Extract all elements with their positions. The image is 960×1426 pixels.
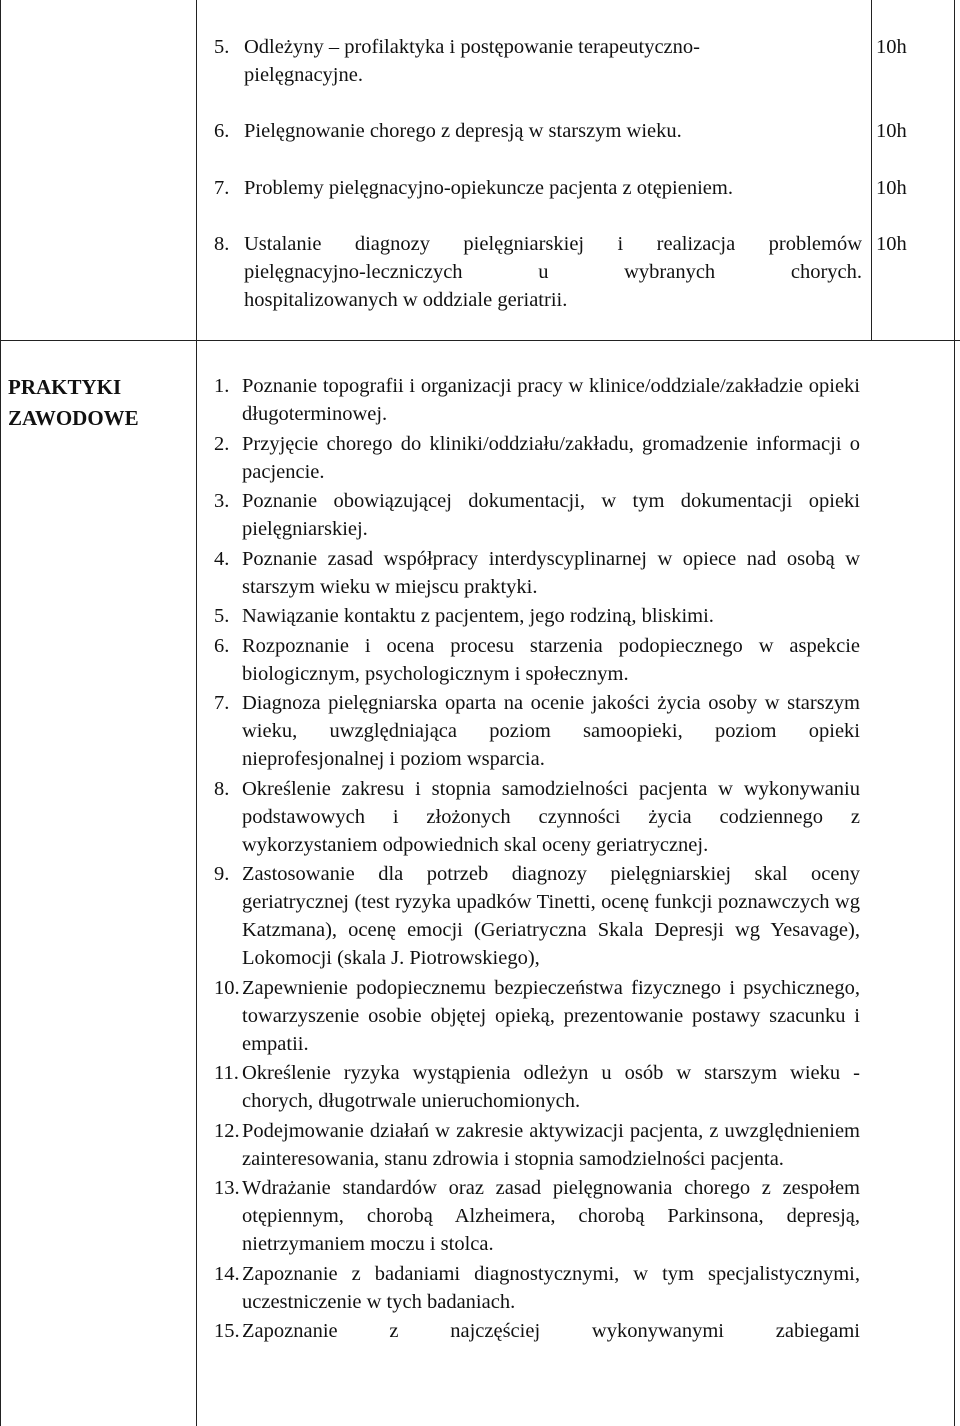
practice-number: 12.: [214, 1119, 240, 1142]
table-row-divider: [0, 340, 960, 341]
practice-number: 15.: [214, 1320, 240, 1342]
practice-item: [214, 545, 860, 601]
practice-number: 2.: [214, 432, 230, 455]
lecture-item: [214, 33, 864, 89]
practice-text: Poznanie zasad współpracy interdyscyplinarnej w opiece nad osobą w starszym wieku w miejscu praktyki.: [242, 547, 860, 598]
practice-text: Poznanie topografii i organizacji pracy w klinice/oddziale/zakładzie opieki długoterminowej.: [242, 375, 860, 425]
practice-item: [214, 1117, 860, 1173]
table-border-right: [954, 0, 955, 1426]
practice-text: Zapoznanie z badaniami diagnostycznymi, w tym specjalistycznymi, uczestniczenie w tych badaniach.: [242, 1262, 860, 1313]
practice-number: 8.: [214, 777, 230, 800]
lecture-text-line: Problemy pielęgnacyjno-opiekuncze pacjenta z otępieniem.: [244, 177, 733, 199]
lecture-hours: 10h: [876, 177, 907, 199]
table-divider-label: [196, 0, 197, 1426]
table-divider-hours: [871, 0, 872, 341]
section-label-line: PRAKTYKI: [8, 375, 122, 399]
practice-number: 3.: [214, 490, 230, 512]
practice-text: Określenie zakresu i stopnia samodzielności pacjenta w wykonywaniu podstawowych i złożonych czynności życia codziennego z wykorzystaniem odpowiednich skal oceny geriatrycznej.: [242, 777, 860, 856]
lecture-number: 8.: [214, 233, 230, 255]
practice-item: [214, 1174, 860, 1258]
practice-number: 9.: [214, 863, 230, 885]
practice-number: 11.: [214, 1062, 239, 1084]
practice-text: Określenie ryzyka wystąpienia odleżyn u osób w starszym wieku - chorych, długotrwale unieruchomionych.: [242, 1062, 860, 1112]
practice-text: Nawiązanie kontaktu z pacjentem, jego rodziną, bliskimi.: [242, 605, 714, 627]
practice-number: 1.: [214, 375, 230, 397]
practice-item: [214, 860, 860, 972]
lecture-text-line: pielęgnacyjno-leczniczych u wybranych chorych.: [244, 261, 862, 283]
section-label-line: ZAWODOWE: [8, 406, 139, 430]
table-border-left: [0, 0, 1, 1426]
practice-item: [214, 632, 860, 688]
practice-list: [214, 372, 860, 1345]
practice-item: [214, 775, 860, 859]
practice-item: [214, 1317, 860, 1345]
practice-number: 7.: [214, 692, 230, 714]
practice-text: Rozpoznanie i ocena procesu starzenia podopiecznego w aspekcie biologicznym, psychologicznym i społecznym.: [242, 634, 860, 685]
lecture-item: [214, 117, 864, 145]
practice-text: Zastosowanie dla potrzeb diagnozy pielęgniarskiej skal oceny geriatrycznej (test ryzyka upadków Tinetti, ocenę funkcji poznawczych wg Katzmana), ocenę emocji (Geriatryczna Skala Depresji wg Yesavage), Lokomocji (skala J. Piotrowskiego),: [242, 863, 860, 969]
practice-item: [214, 430, 860, 486]
practice-text: Zapewnienie podopiecznemu bezpieczeństwa fizycznego i psychicznego, towarzyszenie osobie objętej opieką, prezentowanie postawy szacunku i empatii.: [242, 976, 860, 1055]
practice-item: [214, 372, 860, 428]
practice-text: Diagnoza pielęgniarska oparta na ocenie jakości życia osoby w starszym wieku, uwzględniająca poziom samoopieki, poziom opieki nieprofesjonalnej i poziom wsparcia.: [242, 692, 860, 770]
practice-number: 10.: [214, 976, 240, 999]
practice-item: [214, 974, 860, 1058]
lecture-number: 6.: [214, 120, 230, 142]
practice-text: Zapoznanie z najczęściej wykonywanymi zabiegami: [242, 1320, 860, 1342]
lecture-hours: 10h: [876, 120, 907, 142]
lecture-number: 7.: [214, 177, 230, 199]
lecture-hours: 10h: [876, 233, 907, 255]
practice-text: Poznanie obowiązującej dokumentacji, w tym dokumentacji opieki pielęgniarskiej.: [242, 490, 860, 540]
lecture-hours: 10h: [876, 36, 907, 58]
lecture-text-line: Odleżyny – profilaktyka i postępowanie terapeutyczno-: [244, 36, 700, 58]
practice-item: [214, 689, 860, 773]
lecture-text-line: Pielęgnowanie chorego z depresją w starszym wieku.: [244, 120, 682, 142]
lecture-text-line: pielęgnacyjne.: [244, 64, 363, 86]
lecture-text-line: hospitalizowanych w oddziale geriatrii.: [244, 289, 568, 311]
practice-item: [214, 1059, 860, 1115]
practice-number: 13.: [214, 1177, 240, 1199]
lecture-number: 5.: [214, 36, 230, 58]
practice-item: [214, 487, 860, 543]
lecture-item: [214, 174, 864, 202]
practice-number: 14.: [214, 1262, 240, 1285]
practice-text: Przyjęcie chorego do kliniki/oddziału/zakładu, gromadzenie informacji o pacjencie.: [242, 432, 860, 483]
practice-number: 6.: [214, 634, 230, 657]
lecture-text-line: Ustalanie diagnozy pielęgniarskiej i realizacja problemów: [244, 233, 862, 255]
practice-number: 5.: [214, 605, 230, 627]
practice-text: Podejmowanie działań w zakresie aktywizacji pacjenta, z uwzględnieniem zainteresowania, stanu zdrowia i stopnia samodzielności pacjenta.: [242, 1119, 860, 1170]
lecture-item: [214, 230, 862, 314]
practice-item: [214, 602, 860, 630]
section-label: [8, 372, 178, 434]
practice-text: Wdrażanie standardów oraz zasad pielęgnowania chorego z zespołem otępiennym, chorobą Alzheimera, chorobą Parkinsona, depresją, nietrzymaniem moczu i stolca.: [242, 1177, 860, 1255]
practice-item: [214, 1260, 860, 1316]
practice-number: 4.: [214, 547, 230, 570]
